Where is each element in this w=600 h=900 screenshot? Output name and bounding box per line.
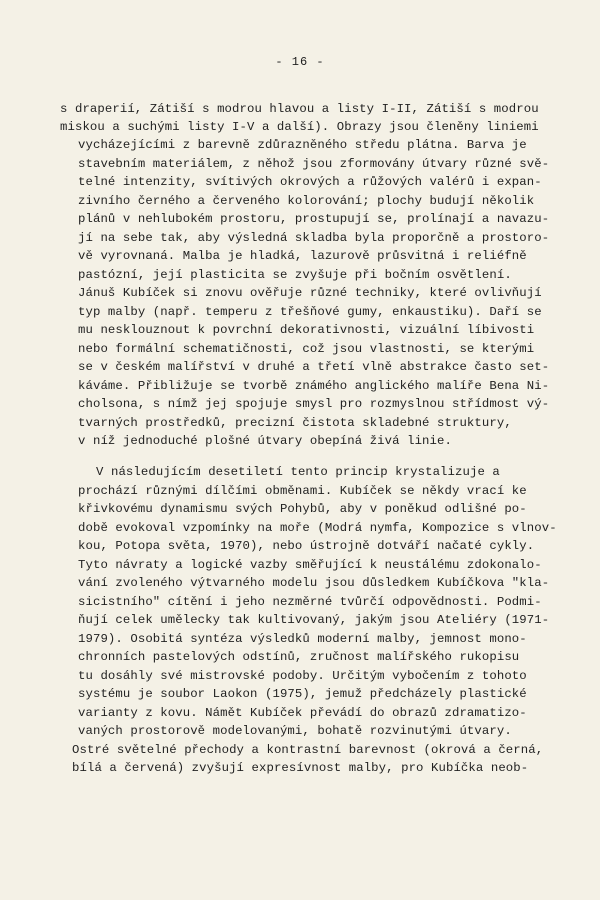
- text-line: ňují celek umělecky tak kultivovaný, jakým jsou Ateliéry (1971-: [78, 613, 550, 627]
- text-line: mu nesklouznout k povrchní dekorativnosti, vizuální líbivosti: [78, 323, 535, 337]
- text-line: v níž jednoduché plošné útvary obepíná živá linie.: [78, 434, 452, 448]
- text-line: chronních pastelových odstínů, zručnost malířského rukopisu: [78, 650, 520, 664]
- page-number: - 16 -: [275, 55, 325, 69]
- text-line: V následujícím desetiletí tento princip krystalizuje a: [96, 465, 500, 479]
- text-line: tu dosáhly své mistrovské podoby. Určitým vybočením z tohoto: [78, 669, 527, 683]
- text-line: systému je soubor Laokon (1975), jemuž předcházely plastické: [78, 687, 527, 701]
- text-line: vání zvoleného výtvarného modelu jsou důsledkem Kubíčkova "kla-: [78, 576, 550, 590]
- text-line: varianty z kovu. Námět Kubíček převádí do obrazů zdramatizo-: [78, 706, 527, 720]
- text-line: vaných prostorově modelovanými, bohatě rozvinutými útvary.: [78, 724, 512, 738]
- text-line: křivkovému dynamismu svých Pohybů, aby v poněkud odlišné po-: [78, 502, 527, 516]
- text-line: plánů v nehlubokém prostoru, prostupují se, prolínají a navazu-: [78, 212, 550, 226]
- text-line: Tyto návraty a logické vazby směřující k neustálému zdokonalo-: [78, 558, 542, 572]
- text-line: s draperií, Zátiší s modrou hlavou a listy I-II, Zátiší s modrou: [60, 102, 539, 116]
- text-line: cholsona, s nímž jej spojuje smysl pro rozmyslnou střídmost vý-: [78, 397, 550, 411]
- text-line: době evokoval vzpomínky na moře (Modrá nymfa, Kompozice s vlnov-: [78, 521, 557, 535]
- text-line: telné intenzity, svítivých okrových a růžových valérů i expan-: [78, 175, 542, 189]
- text-line: prochází různými dílčími obměnami. Kubíček se někdy vrací ke: [78, 484, 527, 498]
- text-line: pastózní, její plasticita se zvyšuje při bočním osvětlení.: [78, 268, 512, 282]
- text-line: se v českém malířství v druhé a třetí vlně abstrakce často set-: [78, 360, 550, 374]
- text-line: Ostré světelné přechody a kontrastní barevnost (okrová a černá,: [72, 743, 544, 757]
- text-line: kou, Potopa světa, 1970), nebo ústrojně dotváří načaté cykly.: [78, 539, 535, 553]
- text-line: 1979). Osobitá syntéza výsledků moderní malby, jemnost mono-: [78, 632, 527, 646]
- text-line: vě vyrovnaná. Malba je hladká, lazurově průsvitná i reliéfně: [78, 249, 527, 263]
- text-line: bílá a červená) zvyšují expresívnost malby, pro Kubíčka neob-: [72, 761, 529, 775]
- text-line: Jánuš Kubíček si znovu ověřuje různé techniky, které ovlivňují: [78, 286, 542, 300]
- text-line: sicistního" cítění i jeho nezměrné tvůrčí odpovědnosti. Podmi-: [78, 595, 542, 609]
- text-line: stavebním materiálem, z něhož jsou zformovány útvary různé svě-: [78, 157, 550, 171]
- text-line: káváme. Přibližuje se tvorbě známého anglického malíře Bena Ni-: [78, 379, 550, 393]
- text-line: tvarných prostředků, precizní čistota skladebné struktury,: [78, 416, 512, 430]
- text-line: nebo formální schematičnosti, což jsou vlastnosti, se kterými: [78, 342, 535, 356]
- text-line: vycházejícími z barevně zdůrazněného středu plátna. Barva je: [78, 138, 527, 152]
- text-line: typ malby (např. temperu z třešňové gumy, enkaustiku). Daří se: [78, 305, 542, 319]
- text-line: jí na sebe tak, aby výsledná skladba byla proporčně a prostoro-: [78, 231, 550, 245]
- text-line: zivního černého a červeného kolorování; plochy budují několik: [78, 194, 535, 208]
- text-line: miskou a suchými listy I-V a další). Obrazy jsou členěny liniemi: [60, 120, 539, 134]
